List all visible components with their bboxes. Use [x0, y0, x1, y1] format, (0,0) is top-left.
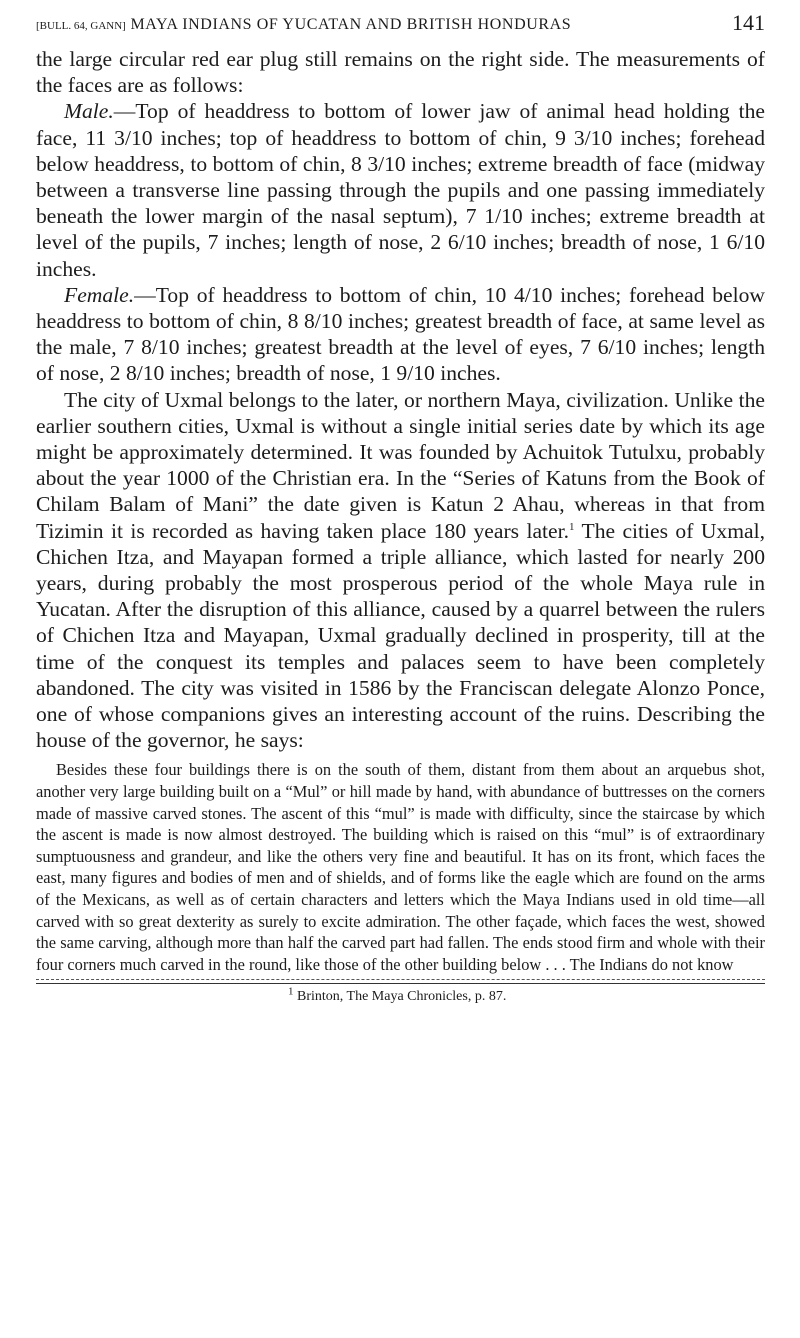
paragraph-female-measurements: [36, 282, 765, 387]
male-label: Male.: [64, 99, 114, 124]
footnote-text: Brinton, The Maya Chronicles, p. 87.: [293, 989, 507, 1005]
female-measurements-text: —Top of headdress to bottom of chin, 10 4/10 inches; forehead below headdress to bottom of chin, 8 8/10 inches; greatest breadth of face, at same level as the male, 7 8/10 inches; greatest breadth at the level of eyes, 7 6/10 inches; length of nose, 2 8/10 inches; breadth of nose, 1 9/10 inches.: [36, 282, 765, 386]
quote-text: Besides these four buildings there is on the south of them, distant from them about an arquebus shot, another very large building built on a “Mul” or hill made by hand, with abundance of buttresses on the corners made of massive carved stones. The ascent of this “mul” is made with difficulty, since the staircase by which the ascent is made is now almost destroyed. The building which is raised on this “mul” is of extraordinary sumptuousness and grandeur, and like the others very fine and beautiful. It has on its front, which faces the east, many figures and bodies of men and of shields, and of forms like the eagle which are found on the arms of the Mexicans, as well as of certain characters and letters which the Maya Indians used in old time—all carved with so great dexterity as surely to excite admiration. The other façade, which faces the west, showed the same carving, although more than half the carved part had fallen. The ends stood firm and whole with their four corners much carved in the round, like those of the other building below . . . The Indians do not know: [36, 760, 765, 974]
main-text: [36, 46, 765, 753]
male-measurements-text: —Top of headdress to bottom of lower jaw of animal head holding the face, 11 3/10 inches; top of headdress to bottom of chin, 9 3/10 inches; forehead below headdress, to bottom of chin, 8 3/10 inches; extreme breadth of face (midway between a transverse line passing through the pupils and one passing immediately beneath the lower margin of the nasal septum), 7 1/10 inches; extreme breadth at level of the pupils, 7 inches; length of nose, 2 6/10 inches; breadth of nose, 1 6/10 inches.: [36, 99, 765, 281]
paragraph-male-measurements: [36, 98, 765, 281]
page-number: 141: [732, 10, 765, 35]
continuation-rule: [36, 979, 765, 980]
footnote-reference: 1: [569, 520, 575, 533]
book-page: [36, 10, 765, 1006]
uxmal-text-part-1: The city of Uxmal belongs to the later, or northern Maya, civilization. Unlike the earlier southern cities, Uxmal is without a single initial series date by which its age might be approximately determined. It was founded by Achuitok Tutulxu, probably about the year 1000 of the Christian era. In the “Series of Katuns from the Book of Chilam Balam of Mani” the date given is Katun 2 Ahau, whereas in that from Tizimin it is recorded as having taken place 180 years later.: [36, 387, 765, 543]
footnote-separator: [36, 983, 765, 984]
running-head: [36, 16, 571, 34]
uxmal-text-part-2: The cities of Uxmal, Chichen Itza, and Mayapan formed a triple alliance, which lasted for nearly 200 years, during probably the most prosperous period of the whole Maya rule in Yucatan. After the disruption of this alliance, caused by a quarrel between the rulers of Chichen Itza and Mayapan, Uxmal gradually declined in prosperity, till at the time of the conquest its temples and palaces seem to have been completely abandoned. The city was visited in 1586 by the Franciscan delegate Alonzo Ponce, one of whose companions gives an interesting account of the ruins. Describing the house of the governor, he says:: [36, 518, 765, 753]
paragraph-uxmal-history: [36, 387, 765, 754]
footnote-mark: 1: [288, 985, 294, 998]
footnote: [36, 985, 765, 1006]
paragraph-intro: the large circular red ear plug still remains on the right side. The measurements of the faces are as follows:: [36, 47, 765, 98]
running-title: MAYA INDIANS OF YUCATAN AND BRITISH HONDURAS: [130, 16, 572, 33]
bulletin-reference: [BULL. 64, GANN]: [36, 20, 126, 32]
block-quote: [36, 759, 765, 975]
female-label: Female.: [64, 282, 135, 307]
running-header: [36, 10, 765, 46]
